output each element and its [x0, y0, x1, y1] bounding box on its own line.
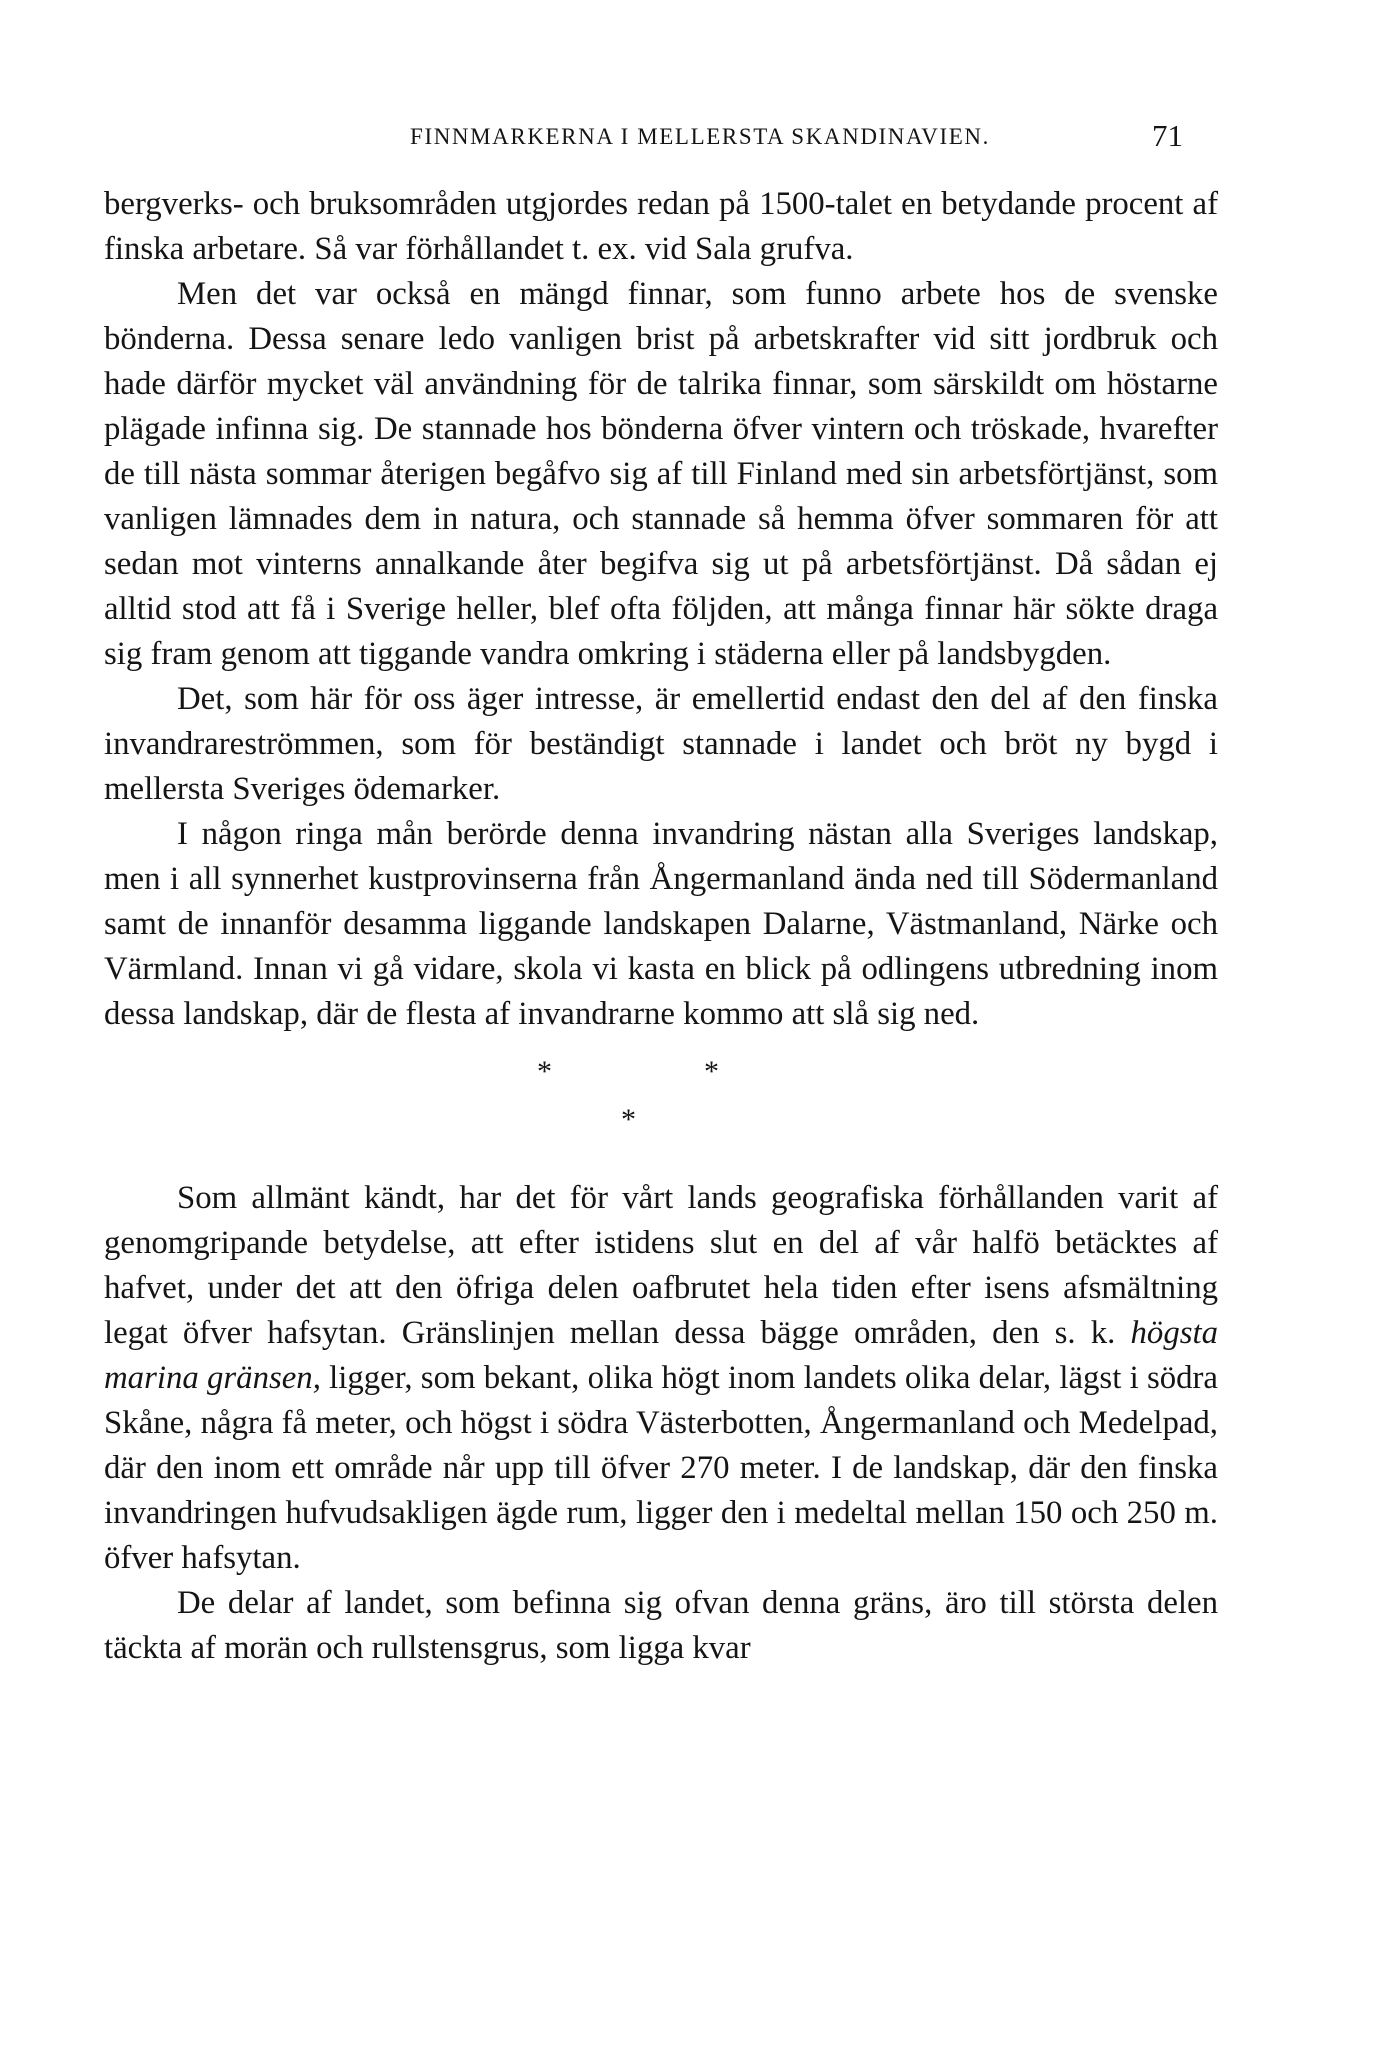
page-number: 71 [1152, 118, 1183, 153]
running-head: FINNMARKERNA I MELLERSTA SKANDINAVIEN. [410, 124, 990, 149]
paragraph-1: bergverks- och bruksområden utgjordes redan på 1500-talet en betydande procent af finska arbetare. Så var förhållandet t. ex. vid Sala grufva. [104, 186, 1218, 267]
asterisk-bottom: * [621, 1103, 636, 1136]
paragraph-4: I någon ringa mån berörde denna invandring nästan alla Sveriges landskap, men i all synnerhet kustprovinserna från Ångermanland ända ned till Södermanland samt de innanför desamma liggande landskapen Dalarne, Västmanland, Närke och Värmland. Innan vi gå vidare, skola vi kasta en blick på odlingens utbredning inom dessa landskap, där de flesta af invandrarne kommo att slå sig ned. [104, 816, 1218, 1032]
paragraph-5-text-after: ligger, som bekant, olika högt inom landets olika delar, lägst i södra Skåne, några få meter, och högst i södra Västerbotten, Ångermanland och Medelpad, där den inom ett område når upp till öfver 270 meter. I de landskap, där den finska invandringen hufvudsakligen ägde rum, ligger den i medeltal mellan 150 och 250 m. öfver hafsytan. [104, 1360, 1218, 1576]
paragraph-3: Det, som här för oss äger intresse, är emellertid endast den del af den finska invandrareströmmen, som för beständigt stannade i landet och bröt ny bygd i mellersta Sveriges ödemarker. [104, 681, 1218, 807]
paragraph-2: Men det var också en mängd finnar, som funno arbete hos de svenske bönderna. Dessa senare ledo vanligen brist på arbetskrafter vid sitt jordbruk och hade därför mycket väl användning för de talrika finnar, som särskildt om höstarne plägade infinna sig. De stannade hos bönderna öfver vintern och tröskade, hvarefter de till nästa sommar återigen begåfvo sig af till Finland med sin arbetsförtjänst, som vanligen lämnades dem in natura, och stannade så hemma öfver sommaren för att sedan mot vinterns annalkande åter begifva sig ut på arbetsförtjänst. Då sådan ej alltid stod att få i Sverige heller, blef ofta följden, att många finnar här sökte draga sig fram genom att tiggande vandra omkring i städerna eller på landsbygden. [104, 276, 1218, 672]
paragraph-5-italic-term: högsta marina gränsen, [104, 1315, 1218, 1396]
asterisk-right: * [704, 1055, 719, 1088]
paragraph-5 [104, 1176, 1218, 1581]
section-break-asterism [104, 1037, 1218, 1176]
paragraph-5-text-before: Som allmänt kändt, har det för vårt lands geografiska förhållanden varit af genomgripande betydelse, att efter istidens slut en del af vår halfö betäcktes af hafvet, under det att den öfriga delen oafbrutet hela tiden efter isens afsmältning legat öfver hafsytan. Gränslinjen mellan dessa bägge områden, den s. k. [104, 1180, 1218, 1351]
body-text [104, 182, 1218, 1671]
asterisk-left: * [537, 1055, 552, 1088]
page-header [0, 118, 1400, 158]
paragraph-6: De delar af landet, som befinna sig ofvan denna gräns, äro till största delen täckta af morän och rullstensgrus, som ligga kvar [104, 1585, 1218, 1666]
